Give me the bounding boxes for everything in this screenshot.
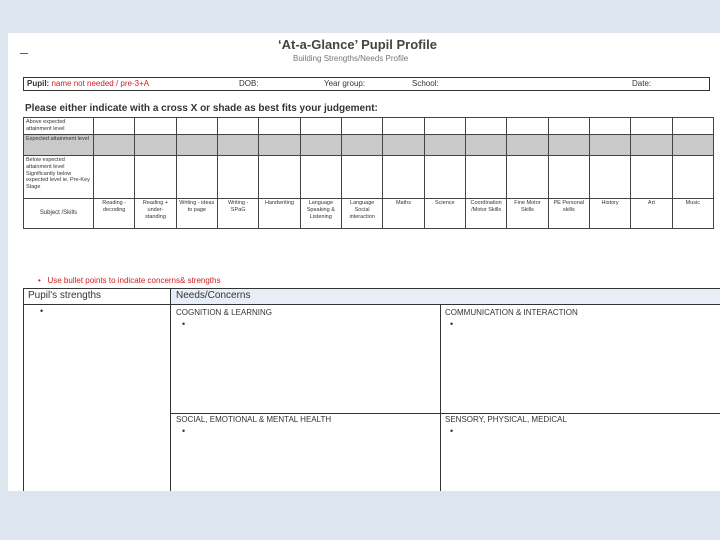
subject-label: Coordination /Motor Skills: [465, 198, 506, 228]
row-label: Expected attainment level: [24, 134, 94, 155]
grid-cell[interactable]: [259, 155, 300, 198]
grid-cell[interactable]: [424, 134, 465, 155]
sensory-heading: SENSORY, PHYSICAL, MEDICAL: [445, 415, 567, 424]
row-label: Below expected attainment level Significantly below expected level ie. Pre-Key Stage: [24, 155, 94, 198]
subject-label: PE Personal skills: [548, 198, 589, 228]
grid-cell[interactable]: [176, 155, 217, 198]
grid-cell[interactable]: [135, 118, 176, 135]
grid-row-above: [24, 118, 714, 135]
grid-cell[interactable]: [672, 118, 713, 135]
subject-label: Science: [424, 198, 465, 228]
grid-cell[interactable]: [341, 134, 382, 155]
needs-header: Needs/Concerns: [176, 290, 251, 301]
grid-cell[interactable]: [465, 155, 506, 198]
grid-cell[interactable]: [548, 134, 589, 155]
grid-cell[interactable]: [383, 134, 424, 155]
date-field[interactable]: Date:: [632, 79, 652, 88]
grid-row-subjects: [24, 198, 714, 228]
grid-row-below: [24, 155, 714, 198]
grid-cell[interactable]: [341, 155, 382, 198]
grid-cell[interactable]: [589, 118, 630, 135]
sensory-bullet[interactable]: •: [450, 426, 454, 436]
divider: [440, 305, 441, 491]
grid-cell[interactable]: [383, 155, 424, 198]
bullet-note-text: Use bullet points to indicate concerns& strengths: [47, 276, 221, 285]
cognition-heading: COGNITION & LEARNING: [176, 308, 273, 317]
grid-cell[interactable]: [631, 155, 672, 198]
page-subtitle: Building Strengths/Needs Profile: [293, 54, 409, 63]
grid-cell[interactable]: [424, 155, 465, 198]
grid-cell[interactable]: [507, 134, 548, 155]
subject-label: Maths: [383, 198, 424, 228]
cognition-bullet[interactable]: •: [182, 319, 186, 329]
pupil-value: name not needed / pre-3+A: [51, 79, 150, 88]
school-field[interactable]: School:: [412, 79, 439, 88]
social-heading: SOCIAL, EMOTIONAL & MENTAL HEALTH: [176, 415, 332, 424]
grid-cell[interactable]: [672, 155, 713, 198]
subject-label: Reading + under- standing: [135, 198, 176, 228]
pupil-field[interactable]: [27, 79, 149, 88]
grid-cell[interactable]: [341, 118, 382, 135]
grid-cell[interactable]: [631, 118, 672, 135]
grid-cell[interactable]: [548, 155, 589, 198]
grid-cell[interactable]: [300, 134, 341, 155]
grid-cell[interactable]: [465, 118, 506, 135]
communication-heading: COMMUNICATION & INTERACTION: [445, 308, 578, 317]
subject-label: Handwriting: [259, 198, 300, 228]
subject-label: History: [589, 198, 630, 228]
needs-header-band: [171, 289, 720, 304]
grid-cell[interactable]: [300, 118, 341, 135]
strengths-needs-table: [23, 288, 720, 491]
subject-label: Art: [631, 198, 672, 228]
social-bullet[interactable]: •: [182, 426, 186, 436]
corner-mark: [20, 53, 28, 57]
grid-cell[interactable]: [217, 118, 258, 135]
grid-cell[interactable]: [176, 134, 217, 155]
bullet-note: [38, 276, 220, 285]
subject-label: Language Social interaction: [341, 198, 382, 228]
grid-cell[interactable]: [672, 134, 713, 155]
grid-cell[interactable]: [589, 134, 630, 155]
subject-label: Music: [672, 198, 713, 228]
grid-cell[interactable]: [259, 118, 300, 135]
row-label: Above expected attainment level: [24, 118, 94, 135]
bullet-dot: •: [38, 276, 41, 285]
instruction-text: Please either indicate with a cross X or shade as best fits your judgement:: [25, 103, 378, 114]
grid-cell[interactable]: [217, 155, 258, 198]
subject-label: Language Speaking & Listening: [300, 198, 341, 228]
grid-cell[interactable]: [548, 118, 589, 135]
grid-cell[interactable]: [94, 118, 135, 135]
divider: [24, 304, 720, 305]
grid-cell[interactable]: [300, 155, 341, 198]
page-title: ‘At-a-Glance’ Pupil Profile: [278, 37, 437, 52]
grid-cell[interactable]: [589, 155, 630, 198]
grid-cell[interactable]: [176, 118, 217, 135]
subject-label: Writing - SPaG: [217, 198, 258, 228]
grid-cell[interactable]: [507, 118, 548, 135]
subject-label: Fine Motor Skills: [507, 198, 548, 228]
subject-header: Subject /Skills: [24, 198, 94, 228]
communication-bullet[interactable]: •: [450, 319, 454, 329]
strengths-header: Pupil's strengths: [28, 290, 102, 301]
divider: [171, 413, 720, 414]
divider: [170, 289, 171, 491]
strengths-bullet[interactable]: •: [40, 306, 44, 316]
grid-cell[interactable]: [217, 134, 258, 155]
grid-cell[interactable]: [631, 134, 672, 155]
pupil-label: Pupil:: [27, 79, 50, 88]
grid-cell[interactable]: [259, 134, 300, 155]
dob-field[interactable]: DOB:: [239, 79, 259, 88]
grid-cell[interactable]: [424, 118, 465, 135]
profile-sheet: [8, 33, 720, 491]
subject-label: Writing - ideas to page: [176, 198, 217, 228]
pupil-info-bar: [23, 77, 710, 91]
grid-cell[interactable]: [383, 118, 424, 135]
grid-cell[interactable]: [135, 134, 176, 155]
grid-cell[interactable]: [94, 134, 135, 155]
grid-cell[interactable]: [465, 134, 506, 155]
year-group-field[interactable]: Year group:: [324, 79, 366, 88]
grid-row-expected: [24, 134, 714, 155]
grid-cell[interactable]: [507, 155, 548, 198]
subject-label: Reading - decoding: [94, 198, 135, 228]
attainment-grid: [23, 117, 714, 229]
grid-cell[interactable]: [94, 155, 135, 198]
grid-cell[interactable]: [135, 155, 176, 198]
